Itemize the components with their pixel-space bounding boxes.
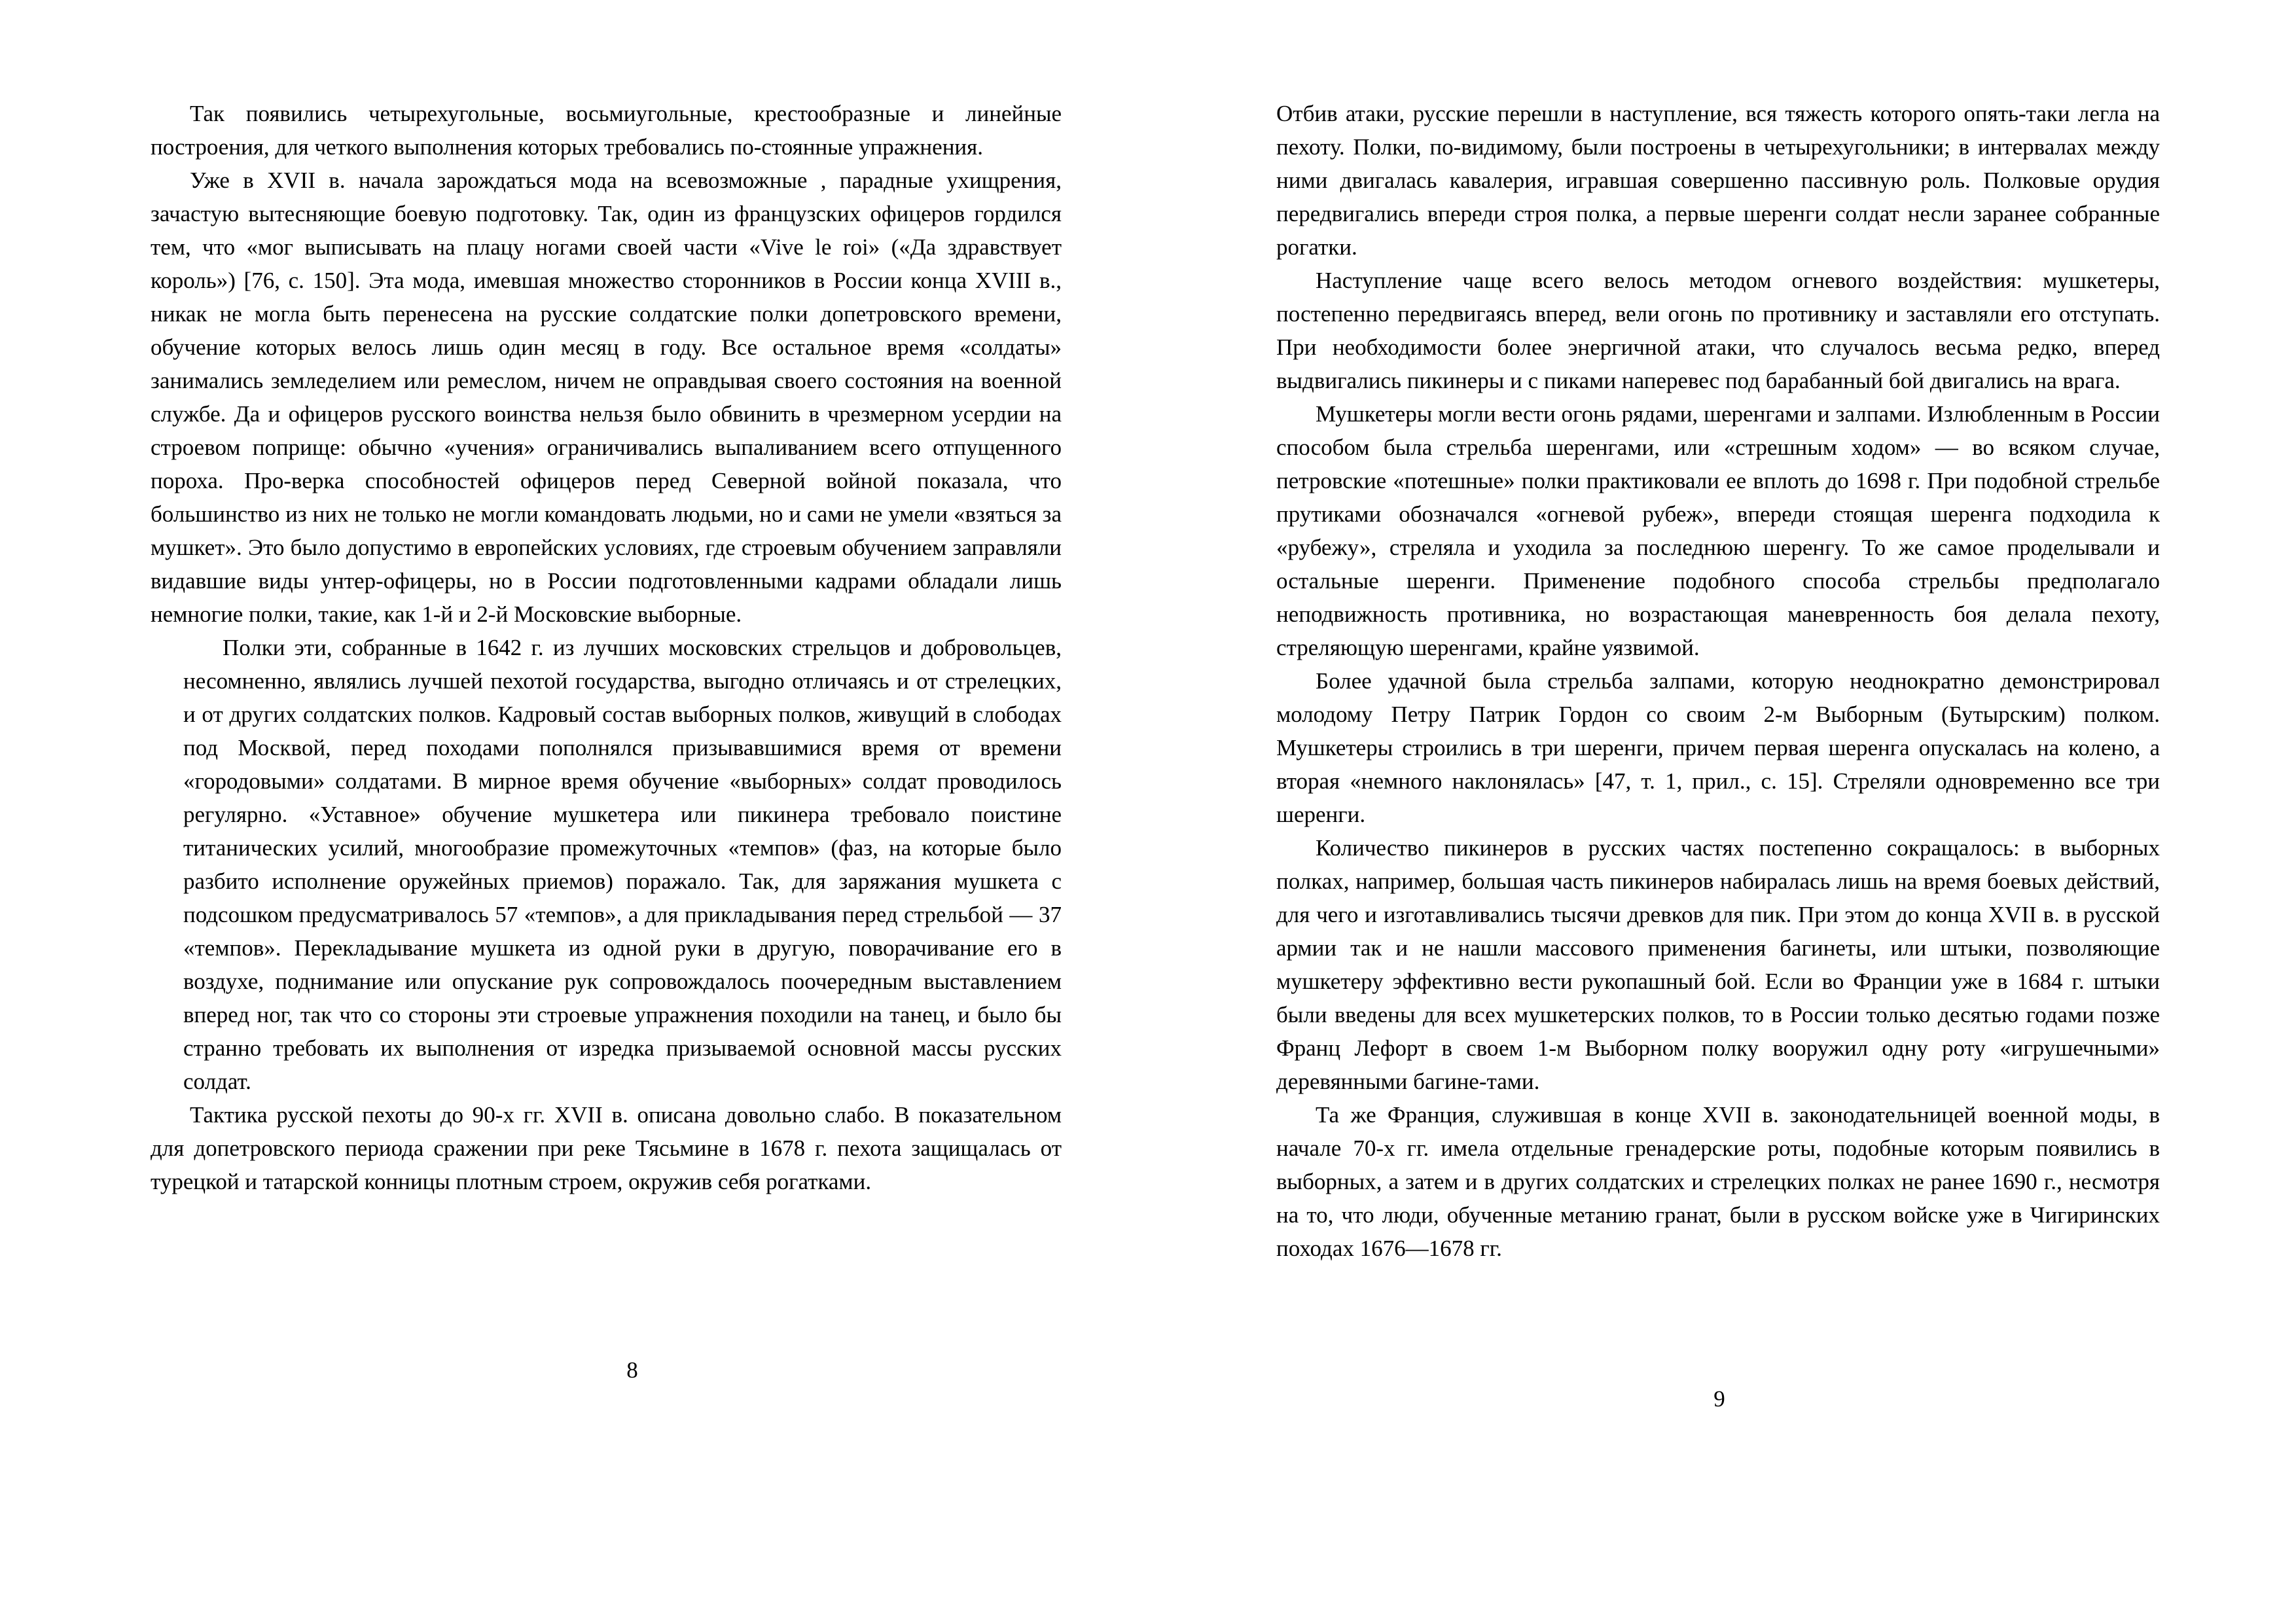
- left-paragraph-4: Тактика русской пехоты до 90-х гг. XVII в. описана довольно слабо. В показательном для допетровского периода сражении при реке Тясьмине в 1678 г. пехота защищалась от турецкой и татарской конницы плотным строем, окружив себя рогатками.: [151, 1102, 1062, 1194]
- left-page: [151, 97, 1062, 1198]
- right-paragraph-1: Отбив атаки, русские перешли в наступление, вся тяжесть которого опять-таки легла на пехоту. Полки, по-видимому, были построены в четырехугольники; в интервалах между ними двигалась кавалерия, игравшая совершенно пассивную роль. Полковые орудия передвигались впереди строя полка, а первые шеренги солдат несли заранее собранные рогатки.: [1276, 101, 2160, 260]
- right-paragraph-3: Мушкетеры могли вести огонь рядами, шеренгами и залпами. Излюбленным в России способом была стрельба шеренгами, или «стрешным ходом» — во всяком случае, петровские «потешные» полки практиковали ее вплоть до 1698 г. При подобной стрельбе прутиками обозначался «огневой рубеж», впереди стоящая шеренга подходила к «рубежу», стреляла и уходила за последнюю шеренгу. То же самое проделывали и остальные шеренги. Применение подобного способа стрельбы предполагало неподвижность противника, но возрастающая маневренность боя делала пехоту, стреляющую шеренгами, крайне уязвимой.: [1276, 401, 2160, 660]
- right-page: [1276, 97, 2160, 1265]
- right-paragraph-4: Более удачной была стрельба залпами, которую неоднократно демонстрировал молодому Петру Патрик Гордон со своим 2-м Выборным (Бутырским) полком. Мушкетеры строились в три шеренги, причем первая шеренга опускалась на колено, а вторая «немного наклонялась» [47, т. 1, прил., с. 15]. Стреляли одновременно все три шеренги.: [1276, 668, 2160, 827]
- right-paragraph-5: Количество пикинеров в русских частях постепенно сокращалось: в выборных полках, например, большая часть пикинеров набиралась лишь на время боевых действий, для чего и изготавливались тысячи древков для пик. При этом до конца XVII в. в русской армии так и не нашли массового применения багинеты, или штыки, позволяющие мушкетеру эффективно вести рукопашный бой. Если во Франции уже в 1684 г. штыки были введены для всех мушкетерских полков, то в России только десятью годами позже Франц Лефорт в своем 1-м Выборном полку вооружил одну роту «игрушечными» деревянными багине-тами.: [1276, 835, 2160, 1094]
- right-page-number: 9: [1713, 1386, 1725, 1412]
- left-paragraph-2: Уже в XVII в. начала зарождаться мода на всевозможные , парадные ухищрения, зачастую вытесняющие боевую подготовку. Так, один из французских офицеров гордился тем, что «мог выписывать на плацу ногами своей части «Vive le roi» («Да здравствует король») [76, с. 150]. Эта мода, имевшая множество сторонников в России конца XVIII в., никак не могла быть перенесена на русские солдатские полки допетровского времени, обучение которых велось лишь один месяц в году. Все остальное время «солдаты» занимались земледелием или ремеслом, ничем не оправдывая своего состояния на военной службе. Да и офицеров русского воинства нельзя было обвинить в чрезмерном усердии на строевом поприще: обычно «учения» ограничивались выпаливанием всего отпущенного пороха. Про-верка способностей офицеров перед Северной войной показала, что большинство из них не только не могли командовать людьми, но и сами не умели «взяться за мушкет». Это было допустимо в европейских условиях, где строевым обучением заправляли видавшие виды унтер-офицеры, но в России подготовленными кадрами обладали лишь немногие полки, такие, как 1-й и 2-й Московские выборные.: [151, 168, 1062, 627]
- left-page-number: 8: [626, 1357, 638, 1383]
- right-paragraph-2: Наступление чаще всего велось методом огневого воздействия: мушкетеры, постепенно передвигаясь вперед, вели огонь по противнику и заставляли его отступать. При необходимости более энергичной атаки, что случалось весьма редко, вперед выдвигались пикинеры и с пиками наперевес под барабанный бой двигались на врага.: [1276, 268, 2160, 393]
- left-paragraph-3: Полки эти, собранные в 1642 г. из лучших московских стрельцов и добровольцев, несомненно, являлись лучшей пехотой государства, выгодно отличаясь и от стрелецких, и от других солдатских полков. Кадровый состав выборных полков, живущий в слободах под Москвой, перед походами пополнялся призывавшимися время от времени «городовыми» солдатами. В мирное время обучение «выборных» солдат проводилось регулярно. «Уставное» обучение мушкетера или пикинера требовало поистине титанических усилий, многообразие промежуточных «темпов» (фаз, на которые было разбито исполнение оружейных приемов) поражало. Так, для заряжания мушкета с подсошком предусматривалось 57 «темпов», а для прикладывания перед стрельбой — 37 «темпов». Перекладывание мушкета из одной руки в другую, поворачивание его в воздухе, поднимание или опускание рук сопровождалось поочередным выставлением вперед ног, так что со стороны эти строевые упражнения походили на танец, и было бы странно требовать их выполнения от изредка призываемой основной массы русских солдат.: [183, 635, 1062, 1094]
- left-paragraph-1: Так появились четырехугольные, восьмиугольные, крестообразные и линейные построения, для четкого выполнения которых требовались по-стоянные упражнения.: [151, 101, 1062, 160]
- right-paragraph-6: Та же Франция, служившая в конце XVII в. законодательницей военной моды, в начале 70-х гг. имела отдельные гренадерские роты, подобные которым появились в выборных, а затем и в других солдатских и стрелецких полках не ранее 1690 г., несмотря на то, что люди, обученные метанию гранат, были в русском войске уже в Чигиринских походах 1676—1678 гг.: [1276, 1102, 2160, 1261]
